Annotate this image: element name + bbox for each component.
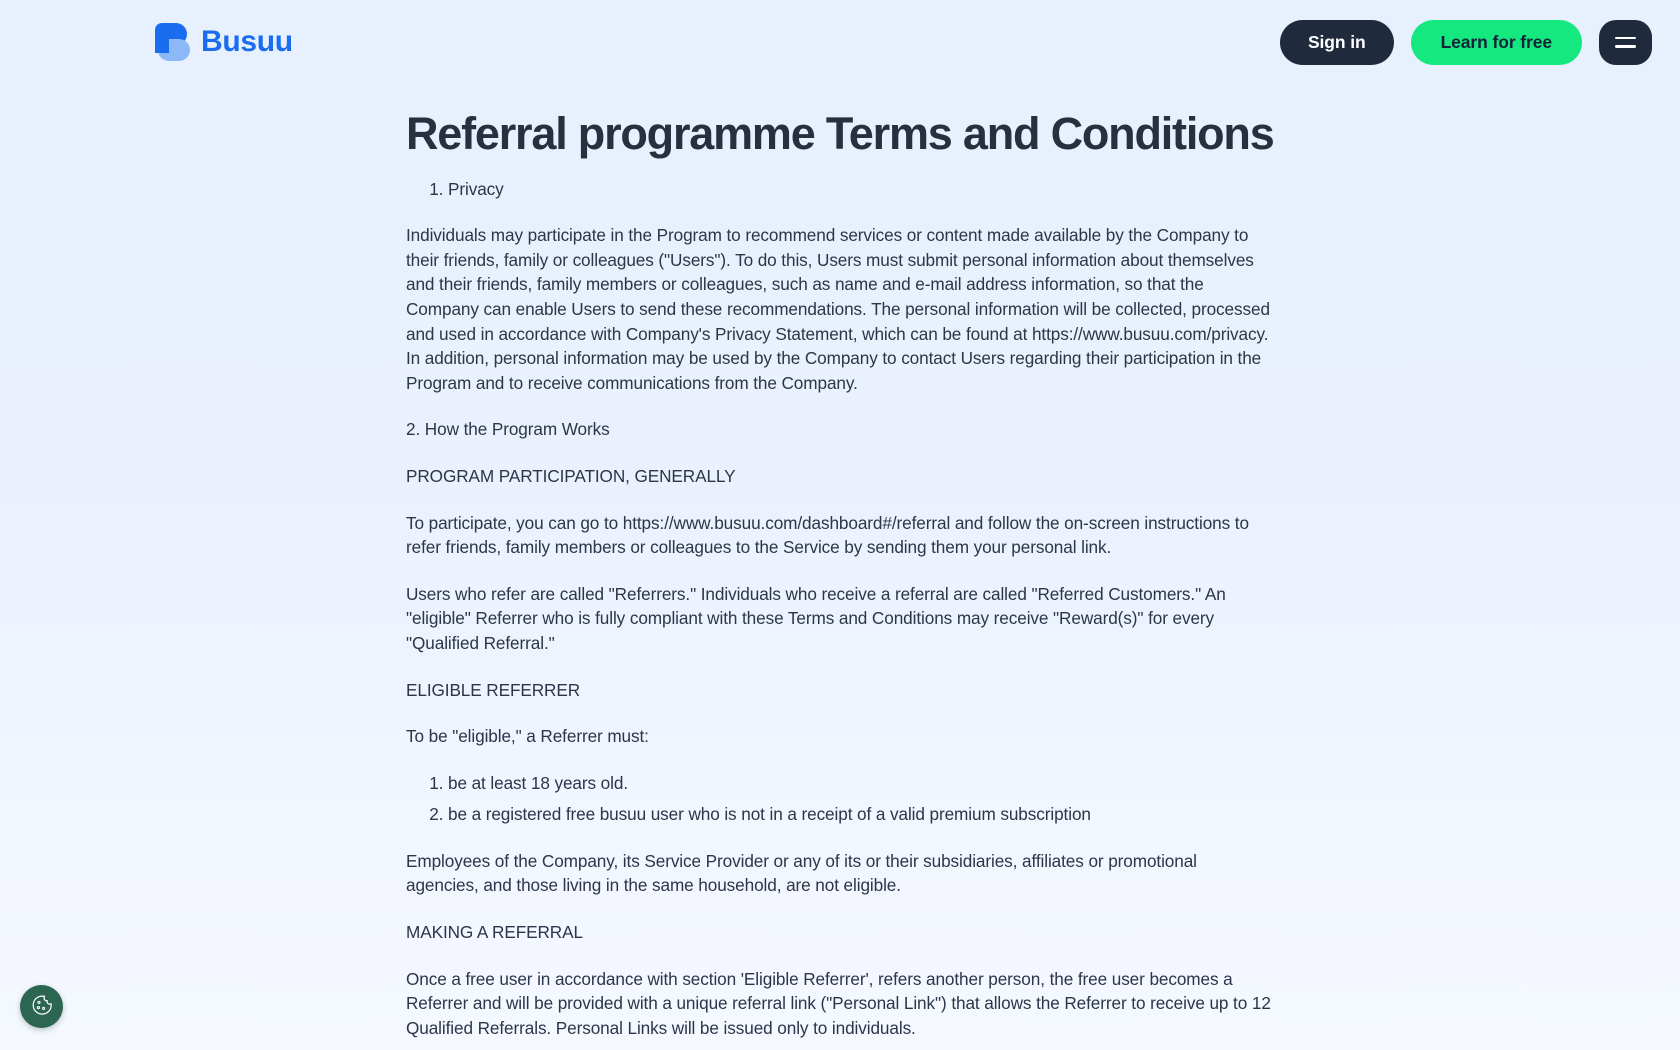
header-actions <box>1280 20 1652 65</box>
subheading-making-a-referral: MAKING A REFERRAL <box>406 922 583 943</box>
main-content <box>406 84 1274 1040</box>
section-one-list <box>406 177 1274 202</box>
paragraph-to-be-eligible: To be "eligible," a Referrer must: <box>406 726 649 747</box>
busuu-logo-icon <box>155 23 190 61</box>
learn-for-free-button[interactable]: Learn for free <box>1411 20 1582 65</box>
paragraph-employees: Employees of the Company, its Service Provider or any of its or their subsidiaries, affiliates or promotional agencies, and those living in the same household, are not eligible. <box>406 850 1197 896</box>
site-header <box>0 0 1680 84</box>
paragraph-participate: To participate, you can go to https://www.busuu.com/dashboard#/referral and follow the on-screen instructions to refer friends, family members or colleagues to the Service by sending them your personal link. <box>406 512 1249 558</box>
list-item: 1. Privacy <box>448 177 1274 202</box>
eligibility-list <box>406 771 1274 827</box>
terms-document <box>406 177 1274 1041</box>
cookie-icon <box>30 993 54 1020</box>
subheading-eligible-referrer: ELIGIBLE REFERRER <box>406 679 581 700</box>
brand-name: Busuu <box>201 25 293 58</box>
paragraph-privacy: Individuals may participate in the Program to recommend services or content made available by the Company to their friends, family or colleagues ("Users"). To do this, Users must submit personal information about themselves and their friends, family members or colleagues, such as name and e-mail address information, so that the Company can enable Users to send these recommendations. The personal information will be collected, processed and used in accordance with Company's Privacy Statement, which can be found at https://www.busuu.com/privacy. In addition, personal information may be used by the Company to contact Users regarding their participation in the Program and to receive communications from the Company. <box>406 225 1270 393</box>
subheading-program-participation: PROGRAM PARTICIPATION, GENERALLY <box>406 465 736 486</box>
list-item: 1. be at least 18 years old. <box>448 771 1274 796</box>
cookie-preferences-button[interactable] <box>20 985 63 1028</box>
hamburger-menu-icon[interactable] <box>1599 20 1652 65</box>
paragraph-referrers: Users who refer are called "Referrers." Individuals who receive a referral are called "Referred Customers." An "eligible" Referrer who is fully compliant with these Terms and Conditions may receive "Reward(s)" for every "Qualified Referral." <box>406 583 1226 653</box>
brand-logo-link[interactable] <box>155 23 293 61</box>
sign-in-button[interactable]: Sign in <box>1280 20 1394 65</box>
list-item: 2. be a registered free busuu user who is not in a receipt of a valid premium subscription <box>448 802 1274 827</box>
paragraph-once-free-user: Once a free user in accordance with section 'Eligible Referrer', refers another person, the free user becomes a Referrer and will be provided with a unique referral link ("Personal Link") that allows the Referrer to receive up to 12 Qualified Referrals. Personal Links will be issued only to individuals. <box>406 968 1271 1038</box>
heading-how-program-works: 2. How the Program Works <box>406 419 610 440</box>
page-title: Referral programme Terms and Conditions <box>406 108 1274 159</box>
